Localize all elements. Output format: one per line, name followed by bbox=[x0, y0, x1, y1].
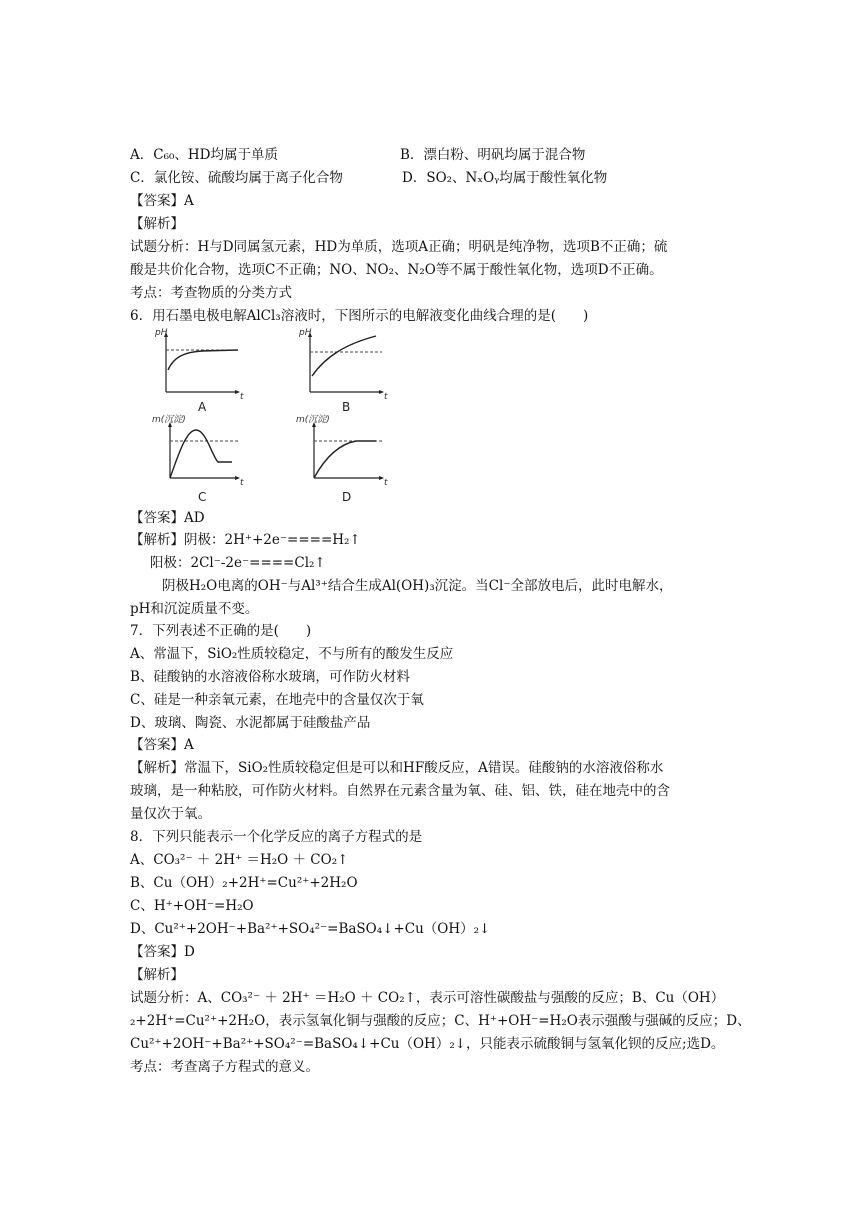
graph-a-curve bbox=[168, 350, 238, 370]
q8-analysis-line-2: ₂+2H⁺=Cu²⁺+2H₂O，表示氢氧化铜与强酸的反应；C、H⁺+OH⁻=H₂O表示强酸与强碱的反应；D、 bbox=[130, 1013, 751, 1029]
graph-b bbox=[296, 330, 406, 418]
q7-option-a: A、常温下，SiO₂性质较稳定，不与所有的酸发生反应 bbox=[130, 646, 454, 662]
graph-b-y-label: pH bbox=[299, 328, 312, 338]
q8-analysis-line-3: Cu²⁺+2OH⁻+Ba²⁺+SO₄²⁻=BaSO₄↓+Cu（OH）₂↓，只能表示硫酸铜与氢氧化钡的反应;选D。 bbox=[130, 1036, 725, 1052]
q8-option-b: B、Cu（OH）₂+2H⁺=Cu²⁺+2H₂O bbox=[130, 875, 358, 891]
q7-option-b: B、硅酸钠的水溶液俗称水玻璃，可作防火材料 bbox=[130, 669, 410, 685]
q7-answer: 【答案】A bbox=[130, 737, 194, 753]
graph-d bbox=[296, 416, 406, 504]
graph-a bbox=[152, 330, 262, 418]
q5-analysis-label: 【解析】 bbox=[130, 216, 184, 232]
graph-b-curve bbox=[312, 336, 376, 376]
q6-analysis-line-2: 阳极：2Cl⁻-2e⁻====Cl₂↑ bbox=[150, 555, 326, 571]
graph-c-y-label: m(沉淀) bbox=[152, 415, 186, 425]
q8-analysis-line-1: 试题分析：A、CO₃²⁻ ＋ 2H⁺ ＝H₂O ＋ CO₂↑，表示可溶性碳酸盐与强酸的反应；B、Cu（OH） bbox=[130, 990, 725, 1006]
graph-b-caption: B bbox=[342, 400, 351, 414]
q8-question: 8．下列只能表示一个化学反应的离子方程式的是 bbox=[130, 829, 423, 845]
q8-option-c: C、H⁺+OH⁻=H₂O bbox=[130, 898, 254, 914]
q6-analysis-line-1: 【解析】阴极：2H⁺+2e⁻====H₂↑ bbox=[130, 532, 361, 548]
q6-analysis-line-3: 阴极H₂O电离的OH⁻与Al³⁺结合生成Al(OH)₃沉淀。当Cl⁻全部放电后，此时电解水， bbox=[162, 578, 673, 594]
q8-option-a: A、CO₃²⁻ ＋ 2H⁺ ＝H₂O ＋ CO₂↑ bbox=[130, 852, 349, 868]
graph-c-curve bbox=[170, 430, 232, 478]
q5-option-b: B．漂白粉、明矾均属于混合物 bbox=[400, 147, 586, 163]
graph-b-plot bbox=[296, 330, 406, 418]
graph-a-x-label: t bbox=[240, 392, 244, 402]
q5-answer: 【答案】A bbox=[130, 193, 194, 209]
q5-analysis-line-1: 试题分析：H与D同属氢元素，HD为单质，选项A正确；明矾是纯净物，选项B不正确；硫 bbox=[130, 239, 668, 255]
graph-c bbox=[152, 416, 262, 504]
q7-question: 7．下列表述不正确的是( ) bbox=[130, 623, 312, 639]
q6-answer: 【答案】AD bbox=[130, 510, 205, 526]
q5-point: 考点：考查物质的分类方式 bbox=[130, 285, 292, 301]
q5-analysis-line-2: 酸是共价化合物，选项C不正确；NO、NO₂、N₂O等不属于酸性氧化物，选项D不正确。 bbox=[130, 262, 663, 278]
graph-c-x-label: t bbox=[240, 478, 244, 488]
q7-analysis-line-2: 玻璃，是一种粘胶，可作防火材料。自然界在元素含量为氧、硅、铝、铁，硅在地壳中的含 bbox=[130, 783, 670, 799]
q7-analysis-line-1: 【解析】常温下，SiO₂性质较稳定但是可以和HF酸反应，A错误。硅酸钠的水溶液俗称水 bbox=[130, 760, 664, 776]
q6-analysis-line-4: pH和沉淀质量不变。 bbox=[130, 601, 259, 617]
graph-c-caption: C bbox=[198, 490, 207, 504]
q7-option-d: D、玻璃、陶瓷、水泥都属于硅酸盐产品 bbox=[130, 715, 371, 731]
q8-point: 考点：考查离子方程式的意义。 bbox=[130, 1059, 319, 1075]
q8-option-d: D、Cu²⁺+2OH⁻+Ba²⁺+SO₄²⁻=BaSO₄↓+Cu（OH）₂↓ bbox=[130, 921, 491, 937]
q8-answer: 【答案】D bbox=[130, 944, 195, 960]
q5-option-a: A．C₆₀、HD均属于单质 bbox=[130, 147, 278, 163]
graph-d-curve bbox=[314, 441, 376, 478]
q7-option-c: C、硅是一种亲氧元素，在地壳中的含量仅次于氧 bbox=[130, 692, 424, 708]
graph-c-plot bbox=[152, 416, 262, 504]
q5-option-d: D．SO₂、NₓOᵧ均属于酸性氧化物 bbox=[402, 170, 608, 186]
q8-analysis-label: 【解析】 bbox=[130, 967, 184, 983]
q6-question: 6．用石墨电极电解AlCl₃溶液时，下图所示的电解液变化曲线合理的是( ) bbox=[130, 308, 589, 324]
graph-a-y-label: pH bbox=[155, 328, 168, 338]
graph-d-y-label: m(沉淀) bbox=[296, 415, 330, 425]
graph-d-caption: D bbox=[342, 490, 352, 504]
graph-a-caption: A bbox=[198, 400, 207, 414]
q7-analysis-line-3: 量仅次于氧。 bbox=[130, 806, 211, 822]
graph-a-plot bbox=[152, 330, 262, 418]
graph-b-x-label: t bbox=[384, 392, 388, 402]
graph-d-x-label: t bbox=[384, 478, 388, 488]
q5-option-c: C．氯化铵、硫酸均属于离子化合物 bbox=[130, 170, 343, 186]
